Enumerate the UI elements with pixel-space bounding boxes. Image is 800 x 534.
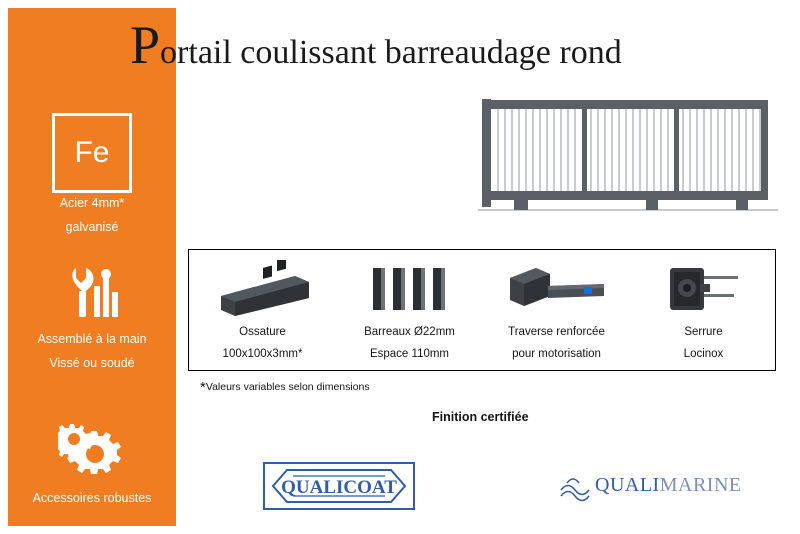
page-title [130, 15, 622, 75]
sidebar-item-galvanise: galvanisé [65, 220, 119, 234]
page-title-initial: P [130, 15, 161, 75]
reinforced-crossbar-icon [483, 258, 630, 320]
feature-ossature-caption1: Ossature [239, 326, 286, 338]
sidebar-item-visse: Vissé ou soudé [49, 356, 135, 370]
footnote-star: * [200, 379, 206, 396]
certification-label: Finition certifiée [432, 410, 529, 424]
feature-serrure-caption1: Serrure [684, 326, 723, 338]
sidebar-item-assemble: Assemblé à la main [37, 332, 147, 346]
material-badge [52, 113, 132, 193]
qualimarine-logo [557, 470, 742, 506]
page-title-rest: ortail coulissant barreaudage rond [160, 34, 622, 71]
sidebar-item-accessoires: Accessoires robustes [32, 491, 152, 505]
sidebar-item-acier: Acier 4mm* [59, 196, 125, 210]
feature-barreaux-caption1: Barreaux Ø22mm [364, 326, 455, 338]
feature-barreaux [336, 250, 483, 370]
qualicoat-logo [263, 462, 415, 510]
material-badge-label: Fe [74, 136, 110, 169]
features-panel [188, 249, 776, 371]
wrench-tools-icon [62, 266, 124, 322]
svg-text:QUALICOAT: QUALICOAT [281, 477, 397, 498]
feature-traverse-caption1: Traverse renforcée [508, 326, 605, 338]
feature-ossature [189, 250, 336, 370]
feature-serrure-caption2: Locinox [683, 348, 724, 360]
qualimarine-text-light: MARINE [659, 474, 742, 496]
sidebar [8, 8, 176, 526]
gears-icon [58, 422, 128, 480]
footnote-text: Valeurs variables selon dimensions [205, 381, 370, 393]
qualimarine-text [595, 474, 742, 497]
sliding-gate-drawing [478, 95, 778, 220]
feature-serrure [630, 250, 777, 370]
footnote [200, 379, 370, 396]
qualimarine-text-strong: QUALI [595, 474, 660, 496]
feature-traverse-caption2: pour motorisation [512, 348, 601, 360]
feature-ossature-caption2: 100x100x3mm* [222, 348, 303, 360]
round-bars-icon [336, 258, 483, 320]
frame-profile-icon [189, 258, 336, 320]
feature-barreaux-caption2: Espace 110mm [369, 348, 450, 360]
feature-traverse [483, 250, 630, 370]
lock-icon [630, 258, 777, 320]
